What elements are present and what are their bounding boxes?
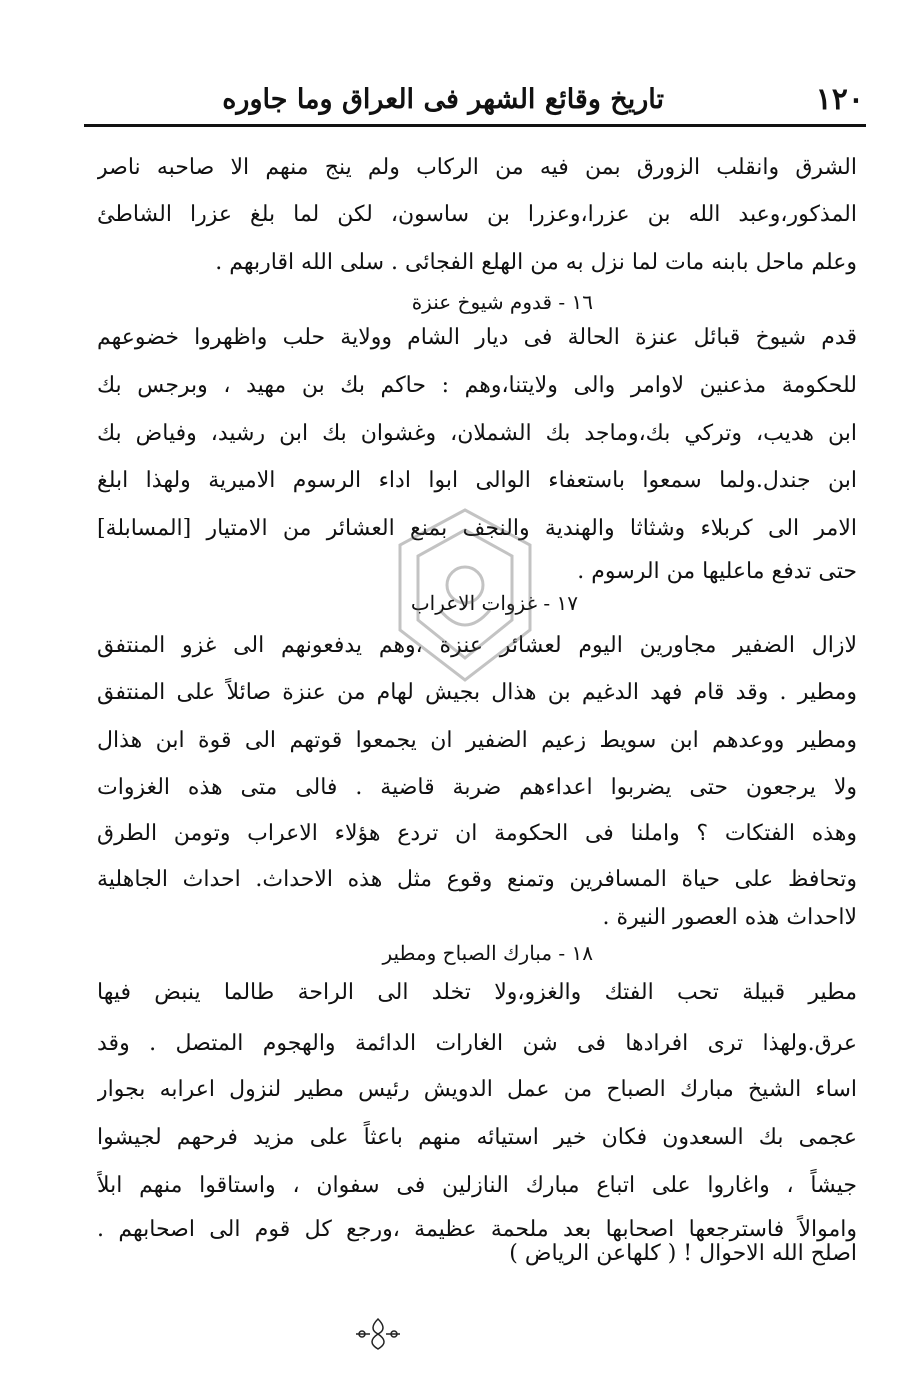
page-header — [84, 76, 864, 126]
text-line: ابن جندل.ولما سمعوا باستعفاء الوالى ابوا اداء الرسوم الاميرية ولهذا ابلغ — [97, 468, 857, 493]
text-line: لااحداث هذه العصور النيرة . — [602, 905, 857, 930]
running-title: تاريخ وقائع الشهر فى العراق وما جاوره — [222, 84, 664, 115]
header-rule — [84, 124, 866, 127]
text-line: جيشاً ، واغاروا على اتباع مبارك النازلين فى سفوان ، واستاقوا منهم ابلاً — [97, 1173, 857, 1198]
text-line: عجمى بك السعدون فكان خير استيائه منهم باعثاً على مزيد فرحهم لجيشوا — [97, 1125, 857, 1150]
text-line: اساء الشيخ مبارك الصباح من عمل الدويش رئيس مطير لنزول اعرابه بجوار — [97, 1077, 857, 1102]
text-line: للحكومة مذعنين لاوامر والى ولايتنا،وهم : حاكم بك بن مهيد ، وبرجس بك — [97, 373, 857, 398]
text-line: الامر الى كربلاء وشثاثا والهندية والنجف بمنع العشائر من الامتيار [المسابلة] — [97, 516, 857, 541]
text-line: لازال الضفير مجاورين اليوم لعشائر عنزة ،وهم يدفعونهم الى غزو المنتفق — [97, 633, 857, 658]
text-line: مطير قبيلة تحب الفتك والغزو،ولا تخلد الى الراحة طالما ينبض فيها — [97, 980, 857, 1005]
watermark-seal — [380, 500, 550, 690]
page-number: ١٢٠ — [815, 82, 864, 117]
ornament-icon — [348, 1314, 408, 1354]
text-line: وهذه الفتكات ؟ واملنا فى الحكومة ان تردع هؤلاء الاعراب وتومن الطرق — [97, 821, 857, 846]
section-heading: ١٦ - قدوم شيوخ عنزة — [411, 290, 593, 314]
text-line: واموالاً فاسترجعها اصحابها بعد ملحمة عظيمة ،ورجع كل قوم الى اصحابهم . — [97, 1217, 857, 1242]
text-line: عرق.ولهذا ترى افرادها فى شن الغارات الدائمة والهجوم المتصل . وقد — [97, 1031, 857, 1056]
text-line: المذكور،وعبد الله بن عزرا،وعزرا بن ساسون، لكن لما بلغ عزرا الشاطئ — [97, 202, 857, 227]
text-line: قدم شيوخ قبائل عنزة الحالة فى ديار الشام وولاية حلب واظهروا خضوعهم — [97, 325, 857, 350]
section-heading: ١٨ - مبارك الصباح ومطير — [382, 941, 593, 965]
text-line: الشرق وانقلب الزورق بمن فيه من الركاب ولم ينج منهم الا صاحبه ناصر — [97, 155, 857, 180]
text-line: ولا يرجعون حتى يضربوا اعداءهم ضربة قاضية . فالى متى هذه الغزوات — [97, 775, 857, 800]
text-line: اصلح الله الاحوال ! ( كلهاعن الرياض ) — [509, 1241, 857, 1266]
text-line: حتى تدفع ماعليها من الرسوم . — [577, 559, 857, 584]
section-heading: ١٧ - غزوات الاعراب — [410, 591, 578, 615]
text-line: وتحافظ على حياة المسافرين وتمنع وقوع مثل هذه الاحداث. احداث الجاهلية — [97, 867, 857, 892]
text-line: وعلم ماحل بابنه مات لما نزل به من الهلع الفجائى . سلى الله اقاربهم . — [215, 250, 857, 275]
text-line: ومطير ووعدهم ابن سويط زعيم الضفير ان يجمعوا قوتهم الى قوة ابن هذال — [97, 728, 857, 753]
text-line: ابن هديب، وتركي بك،وماجد بك الشملان، وغشوان بك ابن رشيد، وفياض بك — [97, 421, 857, 446]
text-line: ومطير . وقد قام فهد الدغيم بن هذال بجيش لهام من عنزة صائلاً على المنتفق — [97, 680, 857, 705]
